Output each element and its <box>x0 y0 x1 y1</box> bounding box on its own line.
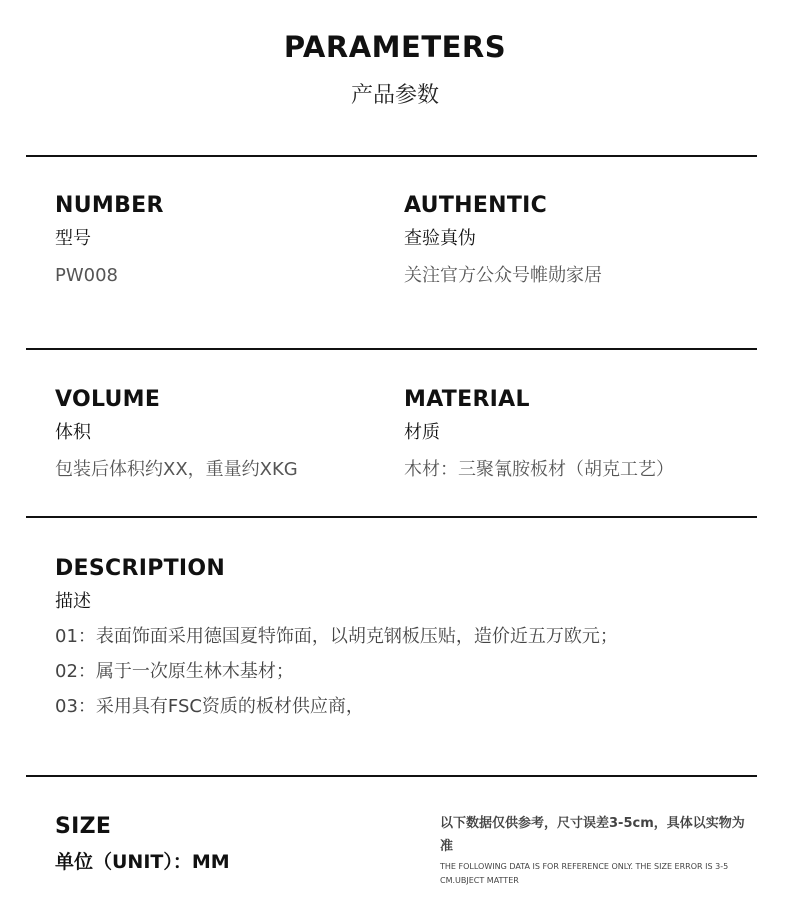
description-line: 02：属于一次原生林木基材； <box>55 661 294 682</box>
description-section <box>55 556 618 719</box>
size-note-en: THE FOLLOWING DATA IS FOR REFERENCE ONLY. THE SIZE ERROR IS 3-5 CM.UBJECT MATTER <box>440 862 729 885</box>
size-title-en: SIZE <box>55 814 112 839</box>
divider <box>26 775 757 777</box>
size-note <box>440 812 755 888</box>
page-title-cn: 产品参数 <box>350 83 439 108</box>
description-line: 03：采用具有FSC资质的板材供应商， <box>55 696 364 717</box>
page-title-en: PARAMETERS <box>283 30 507 64</box>
number-section <box>55 193 164 288</box>
material-value: 木材：三聚氰胺板材（胡克工艺） <box>404 459 674 480</box>
description-title-en: DESCRIPTION <box>55 556 226 581</box>
volume-section <box>55 387 298 482</box>
divider <box>26 348 757 350</box>
authentic-value: 关注官方公众号帷勋家居 <box>404 265 602 286</box>
size-section <box>55 814 230 874</box>
description-title-cn: 描述 <box>55 591 91 612</box>
size-note-cn: 以下数据仅供参考，尺寸误差3-5cm，具体以实物为准 <box>440 816 745 854</box>
material-title-cn: 材质 <box>404 422 440 443</box>
volume-title-en: VOLUME <box>55 387 161 412</box>
volume-title-cn: 体积 <box>55 422 91 443</box>
material-title-en: MATERIAL <box>404 387 530 412</box>
authentic-section <box>404 193 602 288</box>
description-line: 01：表面饰面采用德国夏特饰面，以胡克钢板压贴，造价近五万欧元； <box>55 626 618 647</box>
number-title-en: NUMBER <box>55 193 164 218</box>
authentic-title-cn: 查验真伪 <box>404 228 476 249</box>
number-value: PW008 <box>55 265 119 286</box>
number-title-cn: 型号 <box>55 228 91 249</box>
material-section <box>404 387 674 482</box>
volume-value: 包装后体积约XX，重量约XKG <box>55 459 298 480</box>
size-unit: 单位（UNIT）：MM <box>55 851 230 873</box>
divider <box>26 516 757 518</box>
divider <box>26 155 757 157</box>
authentic-title-en: AUTHENTIC <box>404 193 548 218</box>
